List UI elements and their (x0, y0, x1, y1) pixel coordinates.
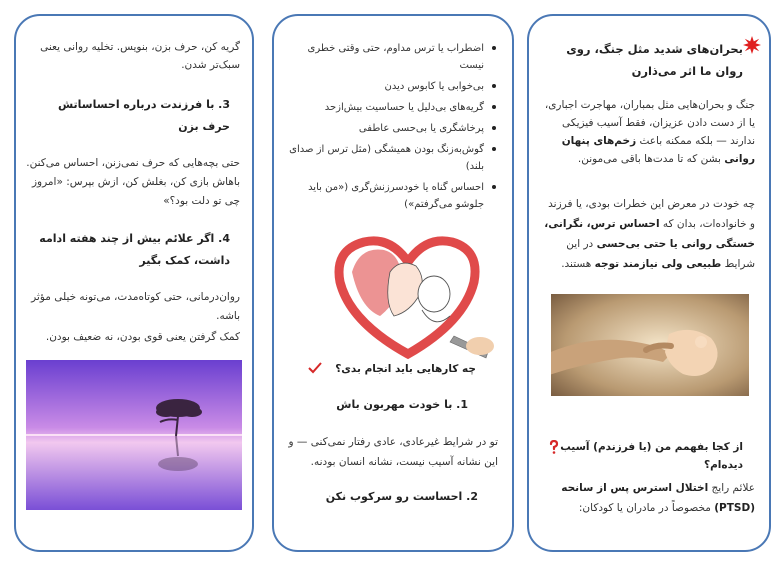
symptoms-text-a: علائم رایج (708, 482, 755, 494)
panel-symptoms-actions (272, 14, 514, 552)
para1-text-b: بشن که تا مدت‌ها باقی می‌مونن. (577, 153, 725, 165)
step-2-heading: 2. احساست رو سرکوب نکن (325, 490, 478, 503)
panel-intro (527, 14, 771, 552)
symptoms-intro (541, 478, 755, 518)
step-4-heading: 4. اگر علائم بیش از چند هفته ادامه داشت، کمک بگیر (39, 232, 230, 267)
heart-mother-illustration (330, 232, 498, 360)
step-3-text: حتی بچه‌هایی که حرف نمی‌زنن، احساس می‌کنن. باهاش بازی کن، بغلش کن، ازش بپرس: «امروز چی تو دلت بود؟» (26, 157, 240, 207)
burst-icon (743, 36, 761, 54)
symptoms-question: از کجا بفهمم من (یا فرزندم) آسیب دیده‌ام؟ (560, 441, 743, 471)
intro-paragraph-1 (541, 96, 755, 168)
step-2-text: گریه کن، حرف بزن، بنویس. تخلیه روانی یعنی سبک‌تر شدن. (40, 41, 240, 71)
symptoms-text-b: مخصوصاً در مادران یا کودکان: (578, 502, 715, 514)
para1-bold: زخم‌های پنهان روانی (561, 135, 755, 165)
para2-text-c: هستند. (561, 258, 595, 270)
step-1-heading: 1. با خودت مهربون باش (336, 398, 468, 411)
para1-text-a: جنگ و بحران‌هایی مثل بمباران، مهاجرت اجباری، یا از دست دادن عزیزان، فقط آسیب فیزیکی ندارند — بلکه ممکنه باعث (544, 99, 755, 147)
tree-sunset-photo (26, 360, 242, 510)
list-item: اضطراب یا ترس مداوم، حتی وقتی خطری نیست (288, 40, 484, 74)
step-4-text: روان‌درمانی، حتی کوتاه‌مدت، می‌تونه خیلی مؤثر باشه. (31, 291, 240, 322)
intro-title: بحران‌های شدید مثل جنگ، روی روان ما اثر می‌ذارن (566, 42, 743, 78)
actions-question: چه کارهایی باید انجام بدی؟ (335, 363, 476, 375)
step-1-text: تو در شرایط غیرعادی، عادی رفتار نمی‌کنی — و این نشانه آسیب نیست، نشانه انسان بودنه. (288, 436, 498, 468)
symptom-list (288, 40, 498, 217)
list-item: گوش‌به‌زنگ بودن همیشگی (مثل ترس از صدای بلند) (288, 141, 484, 175)
list-item: احساس گناه یا خودسرزنش‌گری («من باید جلوشو می‌گرفتم») (288, 179, 484, 213)
list-item: بی‌خوابی یا کابوس دیدن (288, 78, 484, 95)
symptoms-bold: اختلال استرس پس از سانحه (PTSD) (561, 482, 755, 514)
intro-paragraph-2 (541, 194, 755, 274)
step-3-heading: 3. با فرزندت درباره احساساتش حرف بزن (57, 98, 230, 133)
list-item: گریه‌های بی‌دلیل یا حساسیت بیش‌ازحد (288, 99, 484, 116)
para2-bold: احساس ترس، نگرانی، خستگی روانی یا حتی بی‌حسی (544, 218, 755, 250)
panel-more-actions (14, 14, 254, 552)
para2-text-a: چه خودت در معرض این خطرات بودی، یا فرزند و خانواده‌ات، بدان که (548, 198, 755, 230)
closing-text: کمک گرفتن یعنی قوی بودن، نه ضعیف بودن. (45, 331, 240, 343)
list-item: پرخاشگری یا بی‌حسی عاطفی (288, 120, 484, 137)
para2-text-b: در این شرایط (566, 238, 755, 270)
hands-photo (551, 294, 749, 396)
para2-bold-2: طبیعی ولی نیازمند توجه (594, 258, 722, 270)
